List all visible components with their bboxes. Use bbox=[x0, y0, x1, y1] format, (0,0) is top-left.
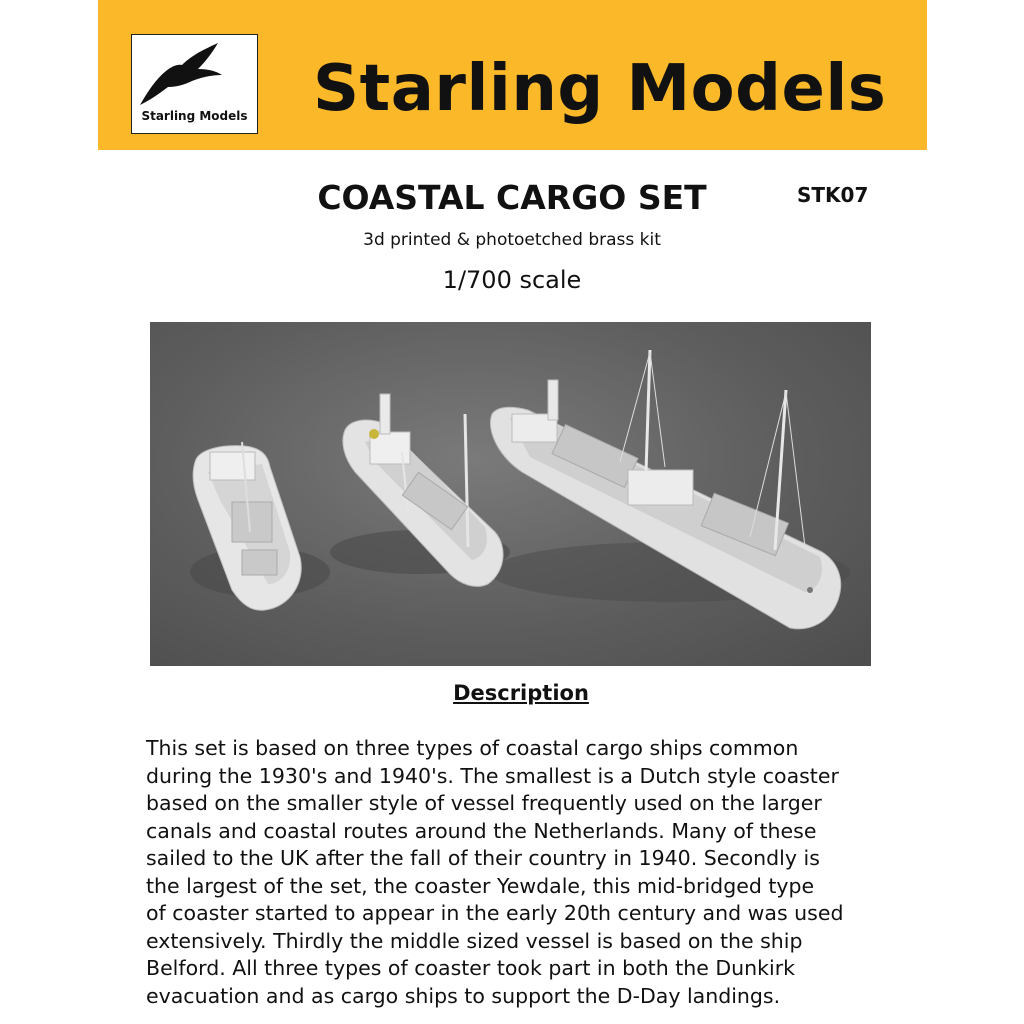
product-code: STK07 bbox=[797, 183, 869, 207]
product-scale: 1/700 scale bbox=[442, 266, 582, 294]
brand-title: Starling Models bbox=[313, 52, 887, 126]
ship-models-illustration bbox=[150, 322, 871, 666]
logo bbox=[131, 34, 258, 134]
header-banner bbox=[98, 0, 927, 150]
product-subtitle: 3d printed & photoetched brass kit bbox=[363, 230, 661, 250]
starling-bird-icon bbox=[138, 41, 228, 111]
logo-caption: Starling Models bbox=[141, 109, 248, 123]
product-photo bbox=[150, 322, 871, 666]
description-body: This set is based on three types of coastal cargo ships common during the 1930's and 1940's. The smallest is a Dutch style coaster based on the smaller style of vessel frequently used on the larger canals and coastal routes around the Netherlands. Many of these sailed to the UK after the fall of their country in 1940. Secondly is the largest of the set, the coaster Yewdale, this mid-bridged type of coaster started to appear in the early 20th century and was used extensively. Thirdly the middle sized vessel is based on the ship Belford. All three types of coaster took part in both the Dunkirk evacuation and as cargo ships to support the D-Day landings. bbox=[146, 736, 844, 1008]
product-title: COASTAL CARGO SET bbox=[317, 178, 707, 217]
description-heading: Description bbox=[453, 681, 589, 705]
